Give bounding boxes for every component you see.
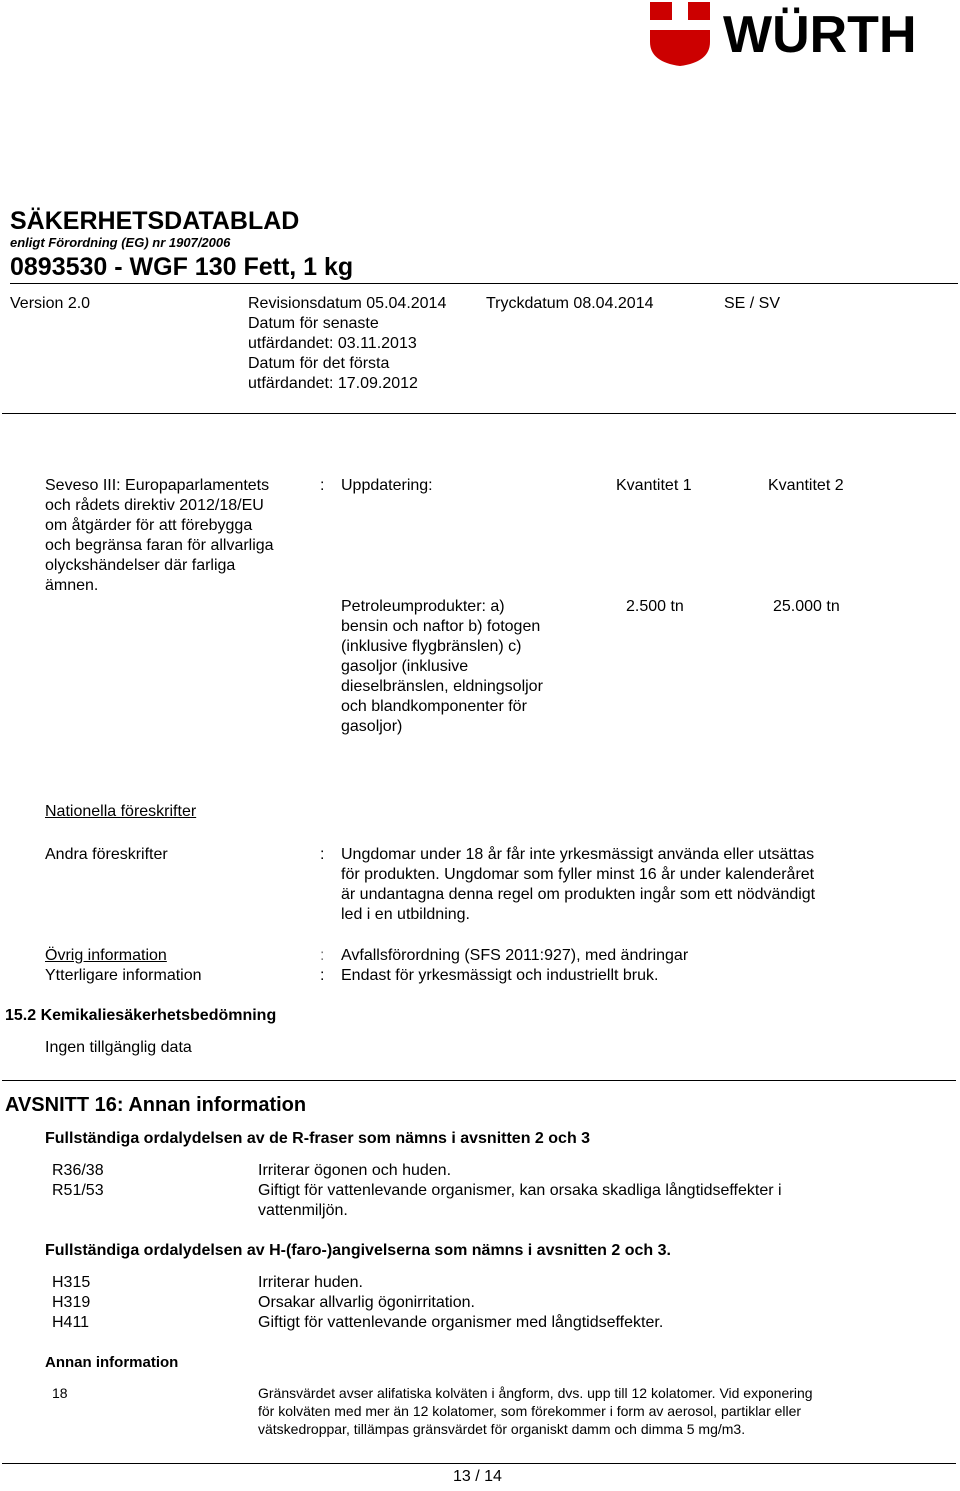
note-text: Gränsvärdet avser alifatiska kolväten i ångform, dvs. upp till 12 kolatomer. Vid exponering för kolväten med mer än 12 kolatomer, som förekommer i form av aerosol, partiklar eller vätskedroppar, tillämpas gränsvärdet för organiskt damm och dimma 5 mg/m3. [258, 1385, 813, 1437]
document-title: SÄKERHETSDATABLAD [10, 207, 300, 235]
regulation-subtitle: enligt Förordning (EG) nr 1907/2006 [10, 235, 231, 250]
page-number: 13 / 14 [453, 1468, 502, 1485]
h-statement-codes: H315 H319 H411 [52, 1274, 91, 1331]
section-15-2-heading: 15.2 Kemikaliesäkerhetsbedömning [5, 1007, 277, 1024]
footer-divider [2, 1463, 956, 1464]
wurth-logo [648, 0, 958, 75]
misc-information-value: Avfallsförordning (SFS 2011:927), med ändringar [341, 947, 689, 964]
section-15-2-text: Ingen tillgänglig data [45, 1039, 192, 1056]
quantity-2-header: Kvantitet 2 [768, 477, 844, 494]
colon: : [320, 967, 325, 984]
print-date: Tryckdatum 08.04.2014 [486, 295, 654, 312]
colon: : [320, 947, 325, 964]
misc-information-label: Övrig information [45, 947, 167, 964]
quantity-1-value: 2.500 tn [626, 598, 684, 615]
header-divider [10, 283, 958, 284]
national-regulations-heading: Nationella föreskrifter [45, 803, 197, 820]
svg-text:WÜRTH: WÜRTH [723, 6, 917, 64]
seveso-item: Petroleumprodukter: a) bensin och naftor b) fotogen (inklusive flygbränslen) c) gasoljor (inklusive dieselbränslen, eldningsoljor och blandkomponenter för gasoljor) [341, 598, 543, 735]
version: Version 2.0 [10, 295, 91, 312]
section-16-divider [2, 1080, 956, 1081]
header-bottom-divider [2, 413, 956, 414]
product-title: 0893530 - WGF 130 Fett, 1 kg [10, 253, 354, 281]
h-statements-heading: Fullständiga ordalydelsen av H-(faro-)angivelserna som nämns i avsnitten 2 och 3. [45, 1242, 671, 1259]
quantity-2-value: 25.000 tn [773, 598, 840, 615]
section-16-heading: AVSNITT 16: Annan information [5, 1094, 307, 1116]
r-phrase-texts: Irriterar ögonen och huden. Giftigt för vattenlevande organismer, kan orsaka skadliga långtidseffekter i vattenmiljön. [258, 1162, 782, 1219]
colon: : [320, 846, 325, 863]
other-regulations-text: Ungdomar under 18 år får inte yrkesmässigt använda eller utsättas för produkten. Ungdomar som fyller minst 16 år under kalenderåret är undantagna denna regel om produkten ingår som ett nödvändigt led i en utbildning. [341, 846, 816, 923]
other-information-heading: Annan information [45, 1354, 179, 1371]
h-statement-texts: Irriterar huden. Orsakar allvarlig ögonirritation. Giftigt för vattenlevande organismer med långtidseffekter. [258, 1274, 664, 1331]
seveso-colon: : [320, 477, 325, 494]
r-phrases-heading: Fullständiga ordalydelsen av de R-fraser som nämns i avsnitten 2 och 3 [45, 1130, 591, 1147]
quantity-1-header: Kvantitet 1 [616, 477, 692, 494]
seveso-update-label: Uppdatering: [341, 477, 433, 494]
extra-information-label: Ytterligare information [45, 967, 202, 984]
other-regulations-label: Andra föreskrifter [45, 846, 168, 863]
note-number: 18 [52, 1385, 68, 1401]
locale: SE / SV [724, 295, 781, 312]
revision-dates: Revisionsdatum 05.04.2014 Datum för senaste utfärdandet: 03.11.2013 Datum för det första utfärdandet: 17.09.2012 [248, 295, 447, 392]
seveso-label: Seveso III: Europaparlamentets och rådets direktiv 2012/18/EU om åtgärder för att förebygga och begränsa faran för allvarliga olyckshändelser där farliga ämnen. [45, 477, 274, 594]
r-phrase-codes: R36/38 R51/53 [52, 1162, 104, 1199]
extra-information-value: Endast för yrkesmässigt och industriellt bruk. [341, 967, 659, 984]
